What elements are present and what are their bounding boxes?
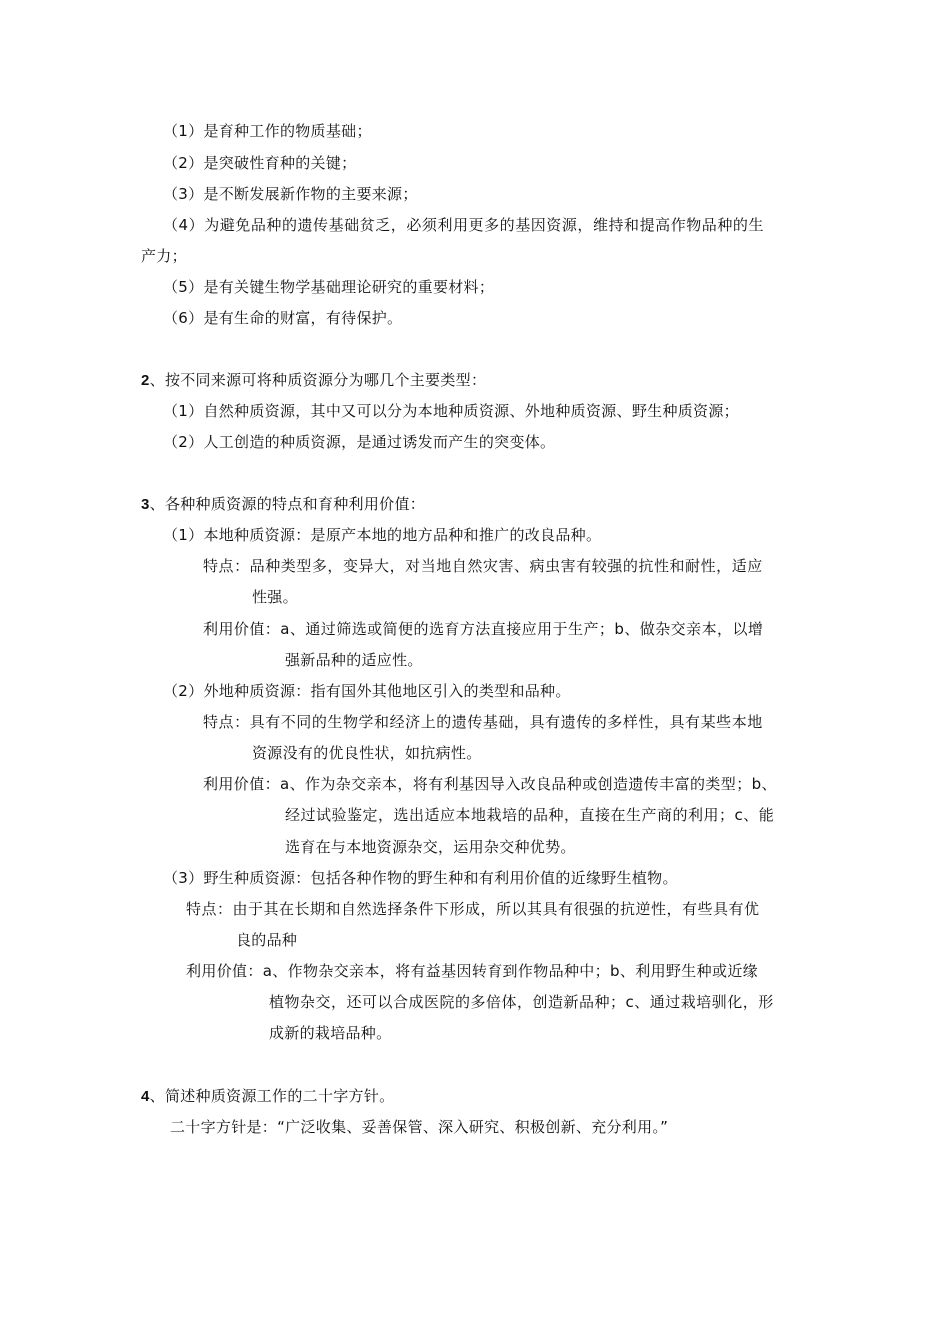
question-heading [141,494,425,515]
list-item: （1）是育种工作的物质基础； [163,122,372,140]
feature-text: 特点：具有不同的生物学和经济上的遗传基础，具有遗传的多样性，具有某些本地 [203,713,763,731]
list-item: （2）是突破性育种的关键； [163,154,357,172]
usage-text: 利用价值：a、通过筛选或简便的选育方法直接应用于生产；b、做杂交亲本，以增 [203,620,764,638]
subsection-heading: （1）本地种质资源：是原产本地的地方品种和推广的改良品种。 [163,526,602,544]
usage-text: 利用价值：a、作为杂交亲本，将有利基因导入改良品种或创造遗传丰富的类型；b、 [203,775,777,793]
feature-text-continued: 性强。 [252,588,298,606]
usage-text-continued: 选育在与本地资源杂交，运用杂交种优势。 [285,838,576,856]
feature-text: 特点：由于其在长期和自然选择条件下形成，所以其具有很强的抗逆性，有些具有优 [186,900,760,918]
question-title: 、各种种质资源的特点和育种利用价值： [149,495,426,513]
usage-text-continued: 强新品种的适应性。 [285,651,423,669]
list-item: （2）人工创造的种质资源，是通过诱发而产生的突变体。 [163,433,556,451]
list-item: （6）是有生命的财富，有待保护。 [163,309,403,327]
answer-text: 二十字方针是：“广泛收集、妥善保管、深入研究、积极创新、充分利用。” [170,1118,669,1136]
usage-text: 利用价值：a、作物杂交亲本，将有益基因转育到作物品种中；b、利用野生种或近缘 [186,962,759,980]
usage-text-continued: 成新的栽培品种。 [269,1024,392,1042]
question-number: 3 [141,496,150,513]
list-item: （5）是有关键生物学基础理论研究的重要材料； [163,278,495,296]
list-item: （1）自然种质资源，其中又可以分为本地种质资源、外地种质资源、野生种质资源； [163,402,739,420]
usage-text-continued: 经过试验鉴定，选出适应本地栽培的品种，直接在生产商的利用；c、能 [285,806,775,824]
question-title: 、简述种质资源工作的二十字方针。 [149,1087,395,1105]
question-title: 、按不同来源可将种质资源分为哪几个主要类型： [149,371,487,389]
feature-text: 特点：品种类型多，变异大，对当地自然灾害、病虫害有较强的抗性和耐性，适应 [203,557,763,575]
list-item: （3）是不断发展新作物的主要来源； [163,185,418,203]
list-item-continued: 产力； [141,247,187,265]
subsection-heading: （2）外地种质资源：指有国外其他地区引入的类型和品种。 [163,682,571,700]
list-item: （4）为避免品种的遗传基础贫乏，必须利用更多的基因资源，维持和提高作物品种的生 [163,216,764,234]
feature-text-continued: 资源没有的优良性状，如抗病性。 [252,744,482,762]
question-number: 2 [141,372,150,389]
subsection-heading: （3）野生种质资源：包括各种作物的野生种和有利用价值的近缘野生植物。 [163,869,678,887]
question-number: 4 [141,1088,150,1105]
question-heading [141,1086,394,1107]
feature-text-continued: 良的品种 [236,931,298,949]
question-heading [141,370,486,391]
usage-text-continued: 植物杂交，还可以合成医院的多倍体，创造新品种；c、通过栽培驯化，形 [269,993,774,1011]
